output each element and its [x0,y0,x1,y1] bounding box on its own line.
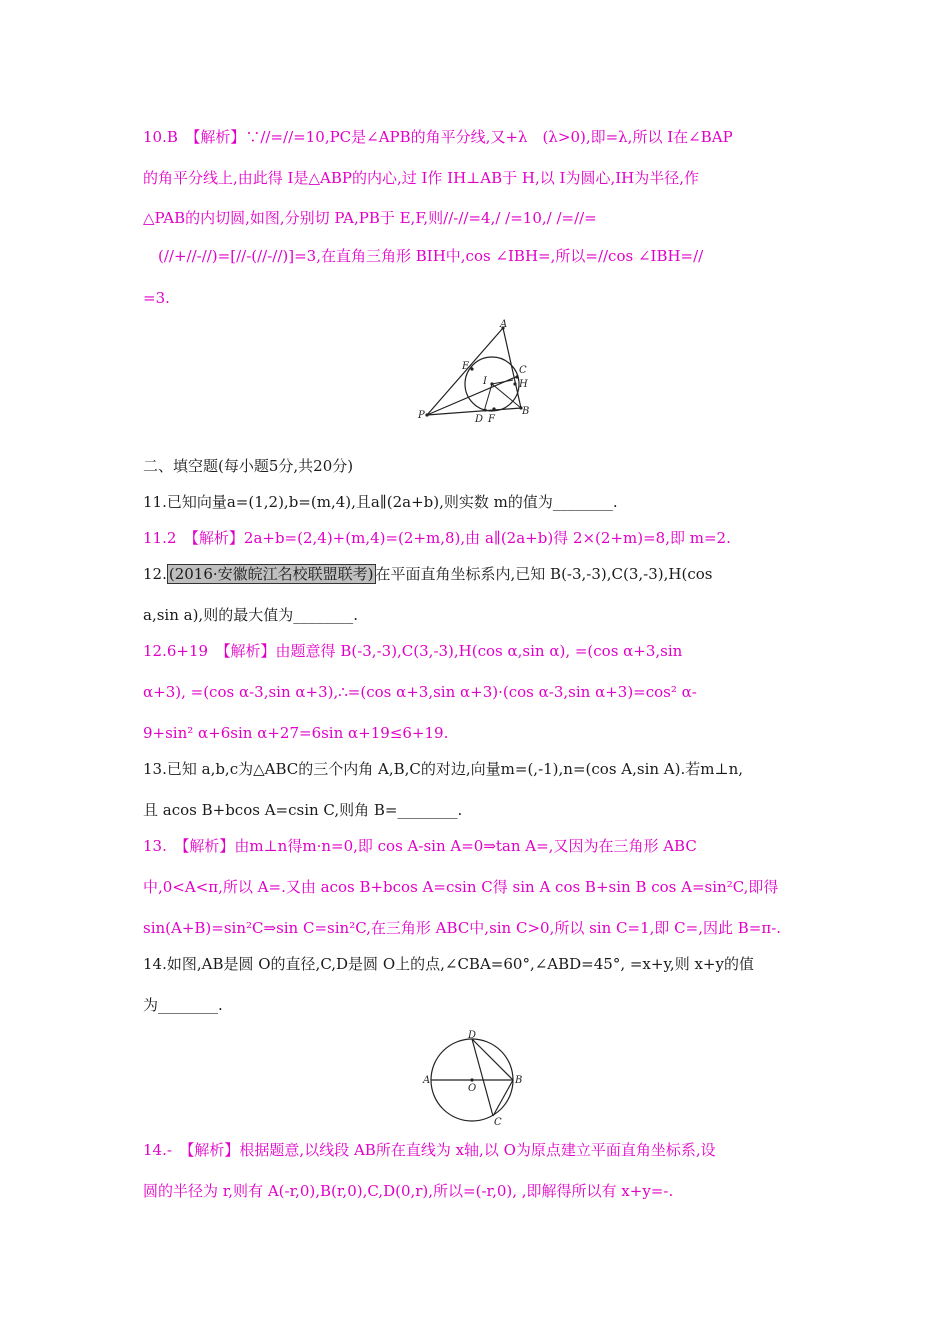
fig1-label-d: D [475,414,484,425]
fig1-label-b: B [522,406,530,417]
fig1-label-p: P [418,410,425,421]
q12-question-line-1 [143,564,712,584]
q13-question-line-2: 且 acos B+bcos A=csin C,则角 B=________. [143,801,463,819]
fig1-label-h: H [519,379,528,390]
circle-figure [422,1028,532,1128]
q13-answer-line-1: 13. 【解析】由m⊥n得m·n=0,即 cos A-sin A=0⇒tan A=,又因为在三角形 ABC [143,837,697,855]
q10-answer-line-2: 的角平分线上,由此得 I是△ABP的内心,过 I作 IH⊥AB于 H,以 I为圆心,IH为半径,作 [143,169,699,187]
q13-answer-line-2: 中,0<A<π,所以 A=.又由 acos B+bcos A=csin C得 sin A cos B+sin B cos A=sin²C,即得 [143,878,779,896]
q12-answer-line-2: α+3), =(cos α-3,sin α+3),∴=(cos α+3,sin α+3)·(cos α-3,sin α+3)=cos² α- [143,683,697,701]
q14-answer-line-2: 圆的半径为 r,则有 A(-r,0),B(r,0),C,D(0,r),所以=(-r,0), ,即解得所以有 x+y=-. [143,1182,674,1200]
q10-answer-line-4: (//+//-//)=[//-(//-//)]=3,在直角三角形 BIH中,cos ∠IBH=,所以=//cos ∠IBH=// [143,247,704,265]
incircle-figure [415,318,535,428]
q11-answer: 11.2 【解析】2a+b=(2,4)+(m,4)=(2+m,8),由 a∥(2a+b)得 2×(2+m)=8,即 m=2. [143,529,731,547]
q10-answer-line-5: =3. [143,289,170,307]
fig2-label-o: O [468,1083,477,1094]
q10-answer-line-1: 10.B 【解析】∵//=//=10,PC是∠APB的角平分线,又+λ (λ>0),即=λ,所以 I在∠BAP [143,128,733,146]
q11-question: 11.已知向量a=(1,2),b=(m,4),且a∥(2a+b),则实数 m的值为________. [143,493,618,511]
q13-question-line-1: 13.已知 a,b,c为△ABC的三个内角 A,B,C的对边,向量m=(,-1),n=(cos A,sin A).若m⊥n, [143,760,744,778]
q12-source-tag: (2016·安徽皖江名校联盟联考) [168,565,374,583]
section-heading: 二、填空题(每小题5分,共20分) [143,457,354,475]
fig1-label-e: E [462,361,470,372]
fig1-label-a: A [500,319,508,330]
q12-question-line-2: a,sin a),则的最大值为________. [143,606,358,624]
q12-number: 12. [143,565,167,583]
q12-answer-line-3: 9+sin² α+6sin α+27=6sin α+19≤6+19. [143,724,449,742]
q12-answer-line-1: 12.6+19 【解析】由题意得 B(-3,-3),C(3,-3),H(cos α,sin α), =(cos α+3,sin [143,642,683,660]
fig2-label-a: A [423,1075,431,1086]
q10-answer-line-3: △PAB的内切圆,如图,分别切 PA,PB于 E,F,则//-//=4,/ /=10,/ /=//= [143,209,597,227]
q13-answer-line-3: sin(A+B)=sin²C⇒sin C=sin²C,在三角形 ABC中,sin C>0,所以 sin C=1,即 C=,因此 B=π-. [143,919,782,937]
q14-question-line-2: 为________. [143,996,223,1014]
fig2-label-d: D [468,1030,477,1041]
fig1-label-f: F [488,414,495,425]
fig2-label-c: C [494,1117,502,1128]
fig2-label-b: B [515,1075,523,1086]
q14-answer-line-1: 14.- 【解析】根据题意,以线段 AB所在直线为 x轴,以 O为原点建立平面直角坐标系,设 [143,1141,716,1159]
q12-question-rest: 在平面直角坐标系内,已知 B(-3,-3),C(3,-3),H(cos [375,565,713,583]
fig1-label-c: C [519,365,527,376]
q14-question-line-1: 14.如图,AB是圆 O的直径,C,D是圆 O上的点,∠CBA=60°,∠ABD=45°, =x+y,则 x+y的值 [143,955,754,973]
fig1-label-i: I [483,376,487,387]
